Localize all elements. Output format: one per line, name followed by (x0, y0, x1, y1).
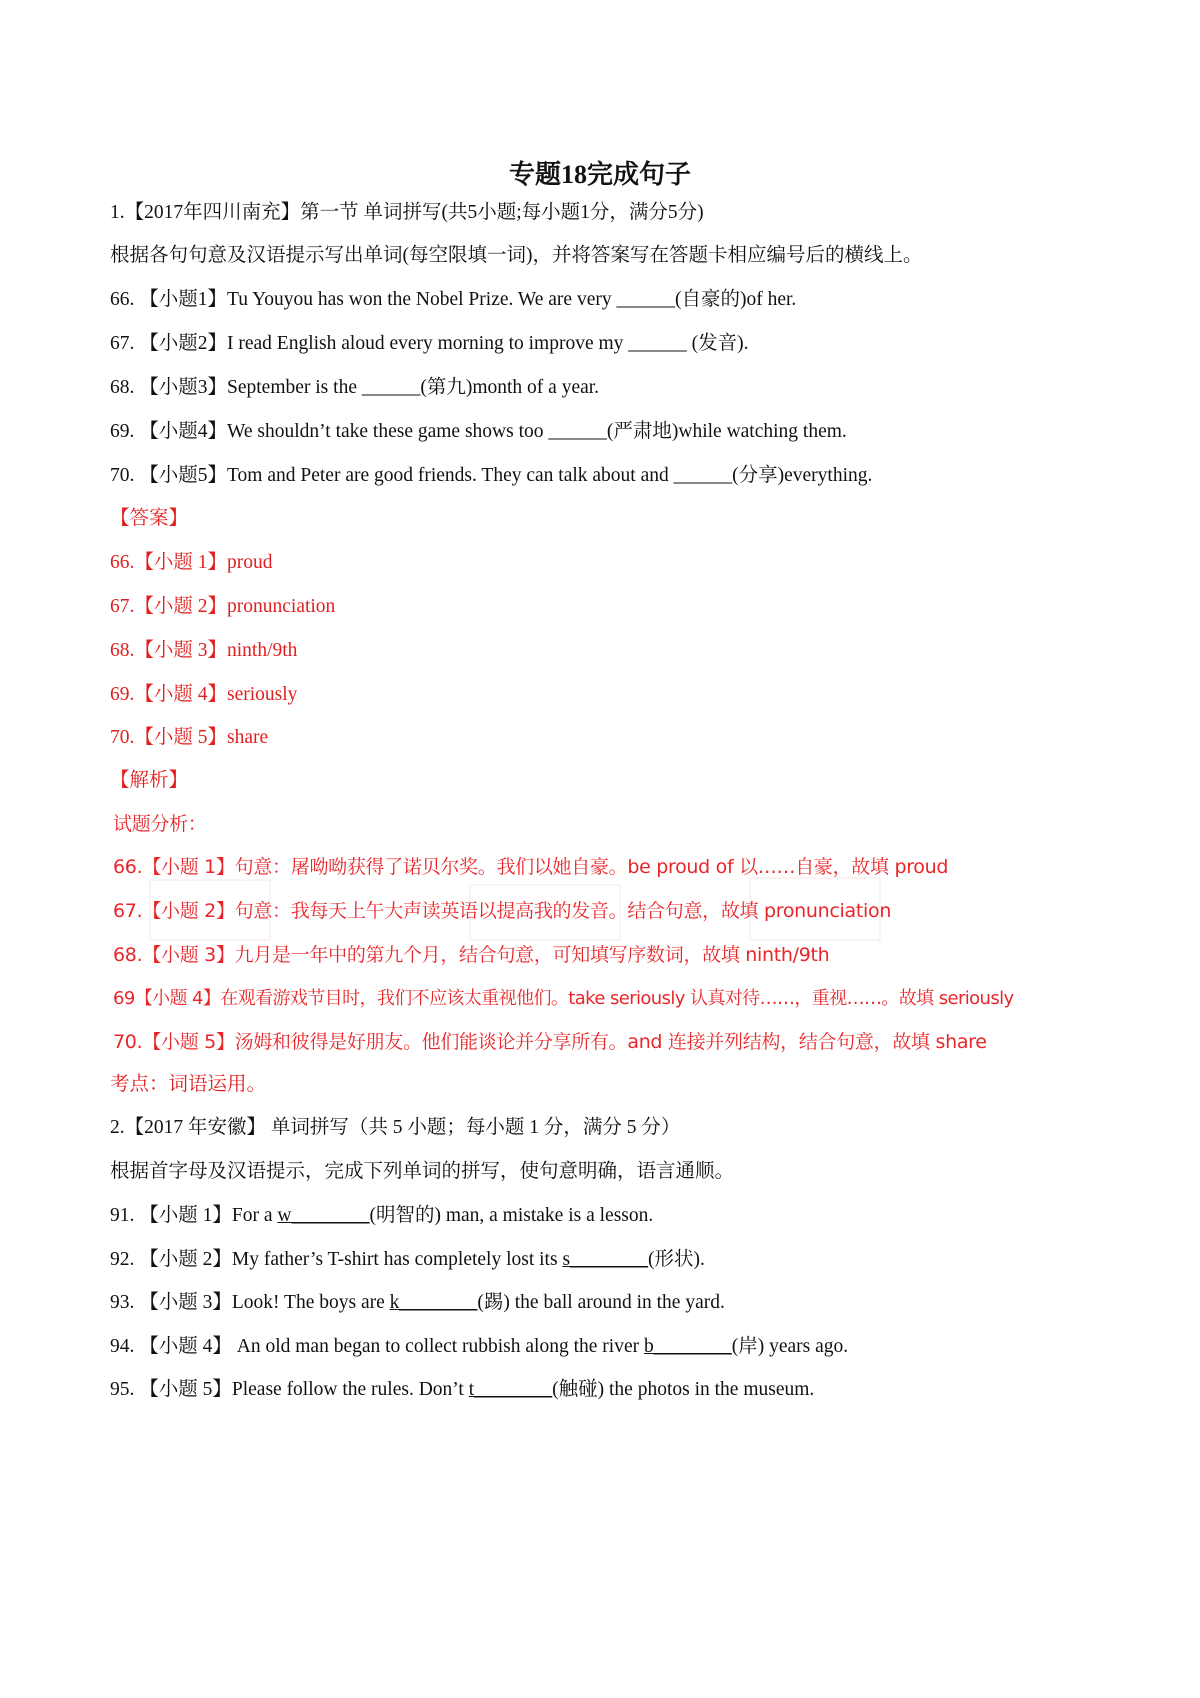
blank-91: w________ (277, 1205, 370, 1226)
analysis-66: 66.【小题 1】句意：屠呦呦获得了诺贝尔奖。我们以她自豪。be proud of 以……自豪，故填 proud (113, 856, 949, 878)
question-92: 92. 【小题 2】My father’s T-shirt has completely lost its s________(形状). (110, 1249, 705, 1270)
section1-instruction: 根据各句句意及汉语提示写出单词(每空限填一词)，并将答案写在答题卡相应编号后的横线上。 (110, 245, 923, 266)
question-94: 94. 【小题 4】 An old man began to collect rubbish along the river b________(岸) years ago. (110, 1336, 849, 1357)
blank-94: b________ (643, 1336, 732, 1357)
question-66: 66. 【小题1】Tu Youyou has won the Nobel Prize. We are very ______(自豪的)of her. (110, 289, 797, 310)
analysis-label: 【解析】 (110, 770, 189, 791)
analysis-69: 69【小题 4】在观看游戏节目时，我们不应该太重视他们。take seriously 认真对待……，重视……。故填 seriously (113, 988, 1014, 1009)
analysis-70: 70.【小题 5】汤姆和彼得是好朋友。他们能谈论并分享所有。and 连接并列结构，结合句意，故填 share (113, 1031, 987, 1053)
analysis-68: 68.【小题 3】九月是一年中的第九个月，结合句意，可知填写序数词，故填 ninth/9th (113, 944, 830, 966)
section2-heading: 2.【2017 年安徽】 单词拼写（共 5 小题；每小题 1 分，满分 5 分） (110, 1117, 681, 1138)
kaodian: 考点：词语运用。 (110, 1074, 267, 1095)
answer-68: 68.【小题 3】ninth/9th (110, 640, 298, 661)
answer-label: 【答案】 (110, 508, 189, 529)
section2-instruction: 根据首字母及汉语提示，完成下列单词的拼写，使句意明确，语言通顺。 (110, 1161, 735, 1182)
question-70: 70. 【小题5】Tom and Peter are good friends. They can talk about and ______(分享)everything. (110, 465, 873, 486)
page-title: 专题18完成句子 (508, 160, 691, 189)
answer-70: 70.【小题 5】share (110, 727, 269, 748)
blank-95: t________ (468, 1379, 553, 1400)
section1-heading: 1.【2017年四川南充】第一节 单词拼写(共5小题;每小题1分，满分5分) (110, 202, 704, 223)
question-67: 67. 【小题2】I read English aloud every morning to improve my ______ (发音). (110, 333, 749, 354)
question-93: 93. 【小题 3】Look! The boys are k________(踢) the ball around in the yard. (110, 1292, 725, 1313)
analysis-subtitle: 试题分析： (113, 813, 207, 835)
blank-93: k________ (389, 1292, 478, 1313)
question-91: 91. 【小题 1】For a w________(明智的) man, a mistake is a lesson. (110, 1205, 654, 1226)
analysis-67: 67.【小题 2】句意：我每天上午大声读英语以提高我的发音。结合句意，故填 pronunciation (113, 900, 892, 922)
question-68: 68. 【小题3】September is the ______(第九)month of a year. (110, 377, 600, 398)
faint-watermark (110, 870, 990, 990)
blank-92: s________ (562, 1249, 649, 1270)
answer-69: 69.【小题 4】seriously (110, 684, 298, 705)
answer-66: 66.【小题 1】proud (110, 552, 273, 573)
question-95: 95. 【小题 5】Please follow the rules. Don’t t________(触碰) the photos in the museum. (110, 1379, 815, 1400)
answer-67: 67.【小题 2】pronunciation (110, 596, 336, 617)
question-69: 69. 【小题4】We shouldn’t take these game shows too ______(严肃地)while watching them. (110, 421, 847, 442)
